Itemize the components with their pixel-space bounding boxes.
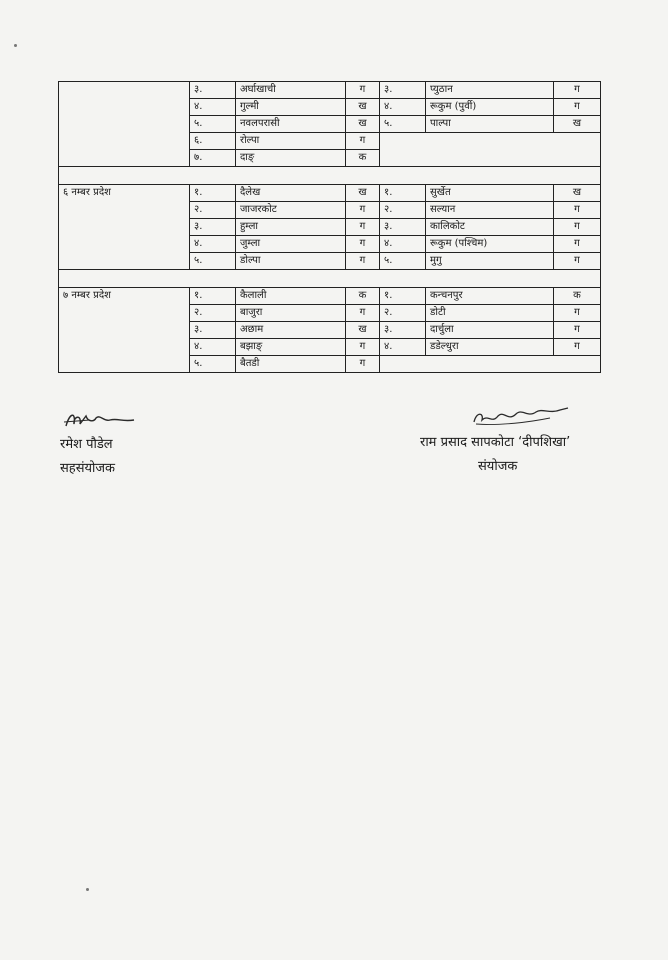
speck [14,44,17,47]
district-table [58,81,601,373]
spacer-row [59,167,601,185]
empty-cell [380,133,601,167]
table-row: ६. रोल्पा ग [59,133,601,150]
province-label: ६ नम्बर प्रदेश [59,185,190,270]
signature-scribble-icon [60,408,140,430]
signature-scribble-icon [470,404,580,428]
speck [86,888,89,891]
table-row: ६ नम्बर प्रदेश १. दैलेख ख १. सुर्खेत ख [59,185,601,202]
table-row: ७. दाङ् क [59,150,601,167]
spacer-row [59,270,601,288]
convener-signature-block [420,404,620,474]
table-row: ३. हुम्ला ग ३. कालिकोट ग [59,219,601,236]
table-row: ५. बैतडी ग [59,356,601,373]
table-row: ५. नवलपरासी ख ५. पाल्पा ख [59,116,601,133]
co-convener-signature-block [60,408,180,476]
table-row: ३. अर्घाखाची ग ३. प्युठान ग [59,82,601,99]
table-row: २. बाजुरा ग २. डोटी ग [59,305,601,322]
co-convener-title: सहसंयोजक [60,461,116,476]
empty-cell [380,356,601,373]
province-label: ७ नम्बर प्रदेश [59,288,190,373]
table-row: ४. बझाङ् ग ४. डडेल्धुरा ग [59,339,601,356]
table-row: ५. डोल्पा ग ५. मुगु ग [59,253,601,270]
table-row: ७ नम्बर प्रदेश १. कैलाली क १. कन्चनपुर क [59,288,601,305]
co-convener-name: रमेश पौडेल [60,437,113,452]
convener-title: संयोजक [478,459,518,474]
table-row: २. जाजरकोट ग २. सल्यान ग [59,202,601,219]
table-row: ४. गुल्मी ख ४. रूकुम (पुर्वी) ग [59,99,601,116]
province-cell [59,82,190,167]
table-row: ३. अछाम ख ३. दार्चुला ग [59,322,601,339]
table-row: ४. जुम्ला ग ४. रूकुम (पश्चिम) ग [59,236,601,253]
convener-name: राम प्रसाद सापकोटा ‘दीपशिखा’ [420,435,571,450]
